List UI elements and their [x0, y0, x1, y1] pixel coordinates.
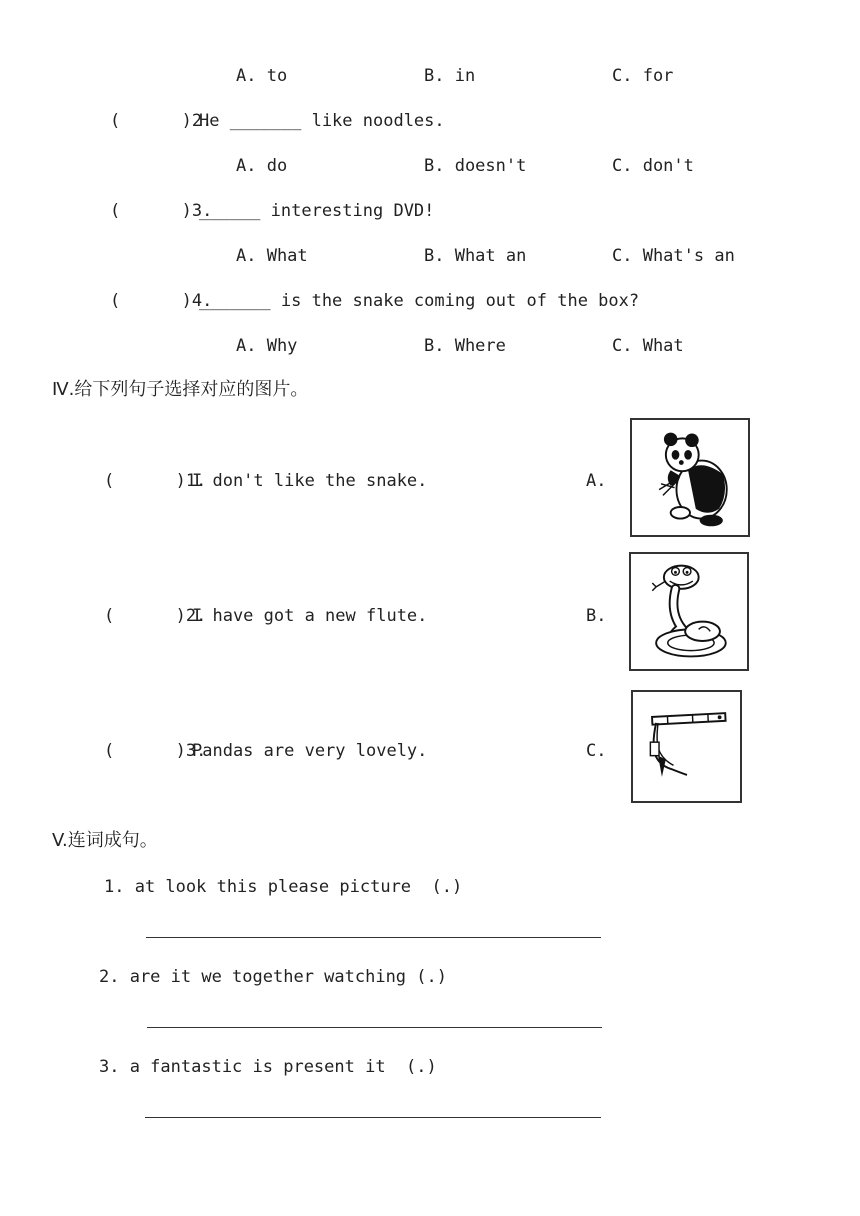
q2-option-a: A. do [236, 156, 288, 176]
s5-item1-answer-line[interactable] [146, 937, 601, 938]
q2-option-c: C. don't [612, 156, 694, 176]
q3-option-c: C. What's an [612, 246, 735, 266]
q1-option-b: B. in [424, 66, 476, 86]
s5-item3-text: 3. a fantastic is present it (.) [99, 1057, 437, 1077]
q4-text: _______ is the snake coming out of the box? [199, 291, 640, 311]
q1-option-c: C. for [612, 66, 674, 86]
q3-option-b: B. What an [424, 246, 527, 266]
q3-text: ______ interesting DVD! [199, 201, 435, 221]
s5-item1-text: 1. at look this please picture (.) [104, 877, 463, 897]
q2-option-b: B. doesn't [424, 156, 527, 176]
s5-item2-text: 2. are it we together watching (.) [99, 967, 447, 987]
s4-item2-letter: B. [586, 606, 607, 626]
s4-item1-letter: A. [586, 471, 607, 491]
s4-item3-paren[interactable]: ( )3. [104, 741, 207, 761]
snake-icon [631, 554, 747, 669]
q3-option-a: A. What [236, 246, 308, 266]
section4-title: Ⅳ.给下列句子选择对应的图片。 [52, 379, 309, 400]
q2-text: He _______ like noodles. [199, 111, 445, 131]
s4-item3-letter: C. [586, 741, 607, 761]
s5-item3-answer-line[interactable] [145, 1117, 601, 1118]
s4-item1-text: I don't like the snake. [192, 471, 428, 491]
panda-picture [630, 418, 750, 537]
panda-icon [632, 420, 748, 535]
flute-icon [633, 692, 740, 801]
q3-answer-paren[interactable]: ( )3. [110, 201, 213, 221]
s4-item2-text: I have got a new flute. [192, 606, 428, 626]
q1-option-a: A. to [236, 66, 288, 86]
q2-answer-paren[interactable]: ( )2. [110, 111, 213, 131]
s5-item2-answer-line[interactable] [147, 1027, 602, 1028]
q4-option-c: C. What [612, 336, 684, 356]
q4-option-a: A. Why [236, 336, 298, 356]
snake-picture [629, 552, 749, 671]
flute-picture [631, 690, 742, 803]
q4-answer-paren[interactable]: ( )4. [110, 291, 213, 311]
s4-item1-paren[interactable]: ( )1. [104, 471, 207, 491]
s4-item3-text: Pandas are very lovely. [192, 741, 428, 761]
s4-item2-paren[interactable]: ( )2. [104, 606, 207, 626]
section5-title: V.连词成句。 [52, 830, 158, 851]
q4-option-b: B. Where [424, 336, 506, 356]
